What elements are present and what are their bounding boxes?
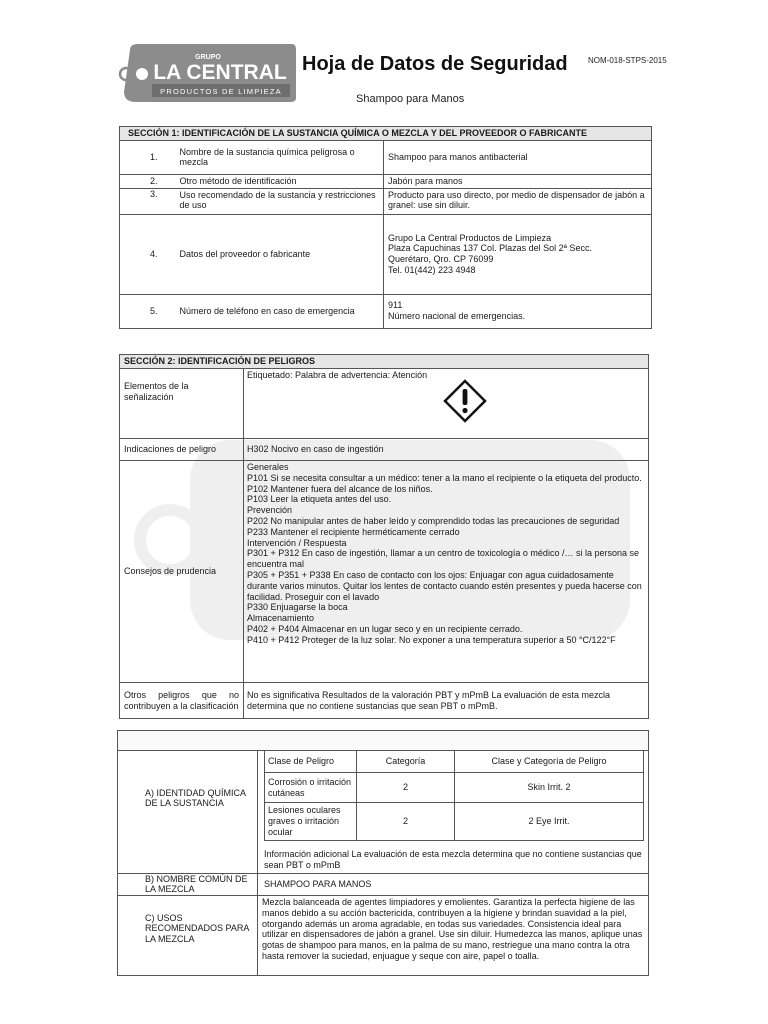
advice-line: P101 Si se necesita consultar a un médico: tener a la mano el recipiente o la etiqueta del producto. <box>247 472 642 483</box>
section3-heading-bar <box>118 731 648 751</box>
product-subtitle: Shampoo para Manos <box>356 93 465 105</box>
supplier-line: Grupo La Central Productos de Limpieza <box>388 232 552 243</box>
advice-line: P330 Enjuagarse la boca <box>247 602 348 613</box>
table-cell: Skin Irrit. 2 <box>455 773 644 803</box>
row-value: Jabón para manos <box>384 174 652 188</box>
row-label: Número de teléfono en caso de emergencia <box>174 294 384 328</box>
supplier-line: Tel. 01(442) 223 4948 <box>388 264 476 275</box>
row-number: 4. <box>120 214 174 294</box>
advice-line: Intervención / Respuesta <box>247 537 347 548</box>
table-cell: 2 Eye Irrit. <box>455 803 644 841</box>
section1-table <box>119 126 652 329</box>
advice-list <box>244 461 649 683</box>
section1-heading: SECCIÓN 1: IDENTIFICACIÓN DE LA SUSTANCIA QUÍMICA O MEZCLA Y DEL PROVEEDOR O FABRICANTE <box>120 127 652 141</box>
emergency-line: 911 <box>388 300 403 311</box>
row-label: Nombre de la sustancia química peligrosa o mezcla <box>174 140 384 174</box>
norm-code: NOM-018-STPS-2015 <box>588 56 667 65</box>
row-number: 5. <box>120 294 174 328</box>
table-cell: Corrosión o irritación cutáneas <box>265 773 357 803</box>
section3-column-divider <box>257 750 258 976</box>
other-hazards-label: Otros peligros que no contribuyen a la clasificación <box>120 683 244 719</box>
row-number: 3. <box>120 188 174 214</box>
logo-grupo: GRUPO <box>195 54 221 61</box>
advice-line: P301 + P312 En caso de ingestión, llamar a un centro de toxicología o médico /… si la persona se encuentra mal <box>247 548 639 570</box>
supplier-line: Querétaro, Qro. CP 76099 <box>388 254 494 265</box>
common-name-value: SHAMPOO PARA MANOS <box>264 879 372 889</box>
table-cell: Lesiones oculares graves o irritación ocular <box>265 803 357 841</box>
table-cell: 2 <box>357 773 455 803</box>
advice-line: P103 Leer la etiqueta antes del uso. <box>247 494 392 505</box>
row-number: 2. <box>120 174 174 188</box>
exclamation-mark-diamond-icon <box>443 379 487 423</box>
table-header: Clase de Peligro <box>265 751 357 773</box>
logo-name: LA CENTRAL <box>153 61 287 84</box>
row-label: Datos del proveedor o fabricante <box>174 214 384 294</box>
advice-line: P402 + P404 Almacenar en un lugar seco y en un recipiente cerrado. <box>247 623 523 634</box>
supplier-details <box>384 214 652 294</box>
identity-label: A) IDENTIDAD QUÍMICA DE LA SUSTANCIA <box>145 788 246 809</box>
recommended-uses-value: Mezcla balanceada de agentes limpiadores y emolientes. Garantiza la perfecta higiene de las manos debido a su acción bactericida, contribuyen a la higiene y brindan suavidad a la piel, otorgando además un aroma agradable, en todas sus variedades. Consistencia ideal para utilizar en dispensadores de jabón a granel. Use sin diluir. Humedezca las manos, aplique unas gotas de shampoo para manos, en la palma de su mano, restriegue una mano contra la otra hasta remover la suciedad, enjuague y seque con aire, papel o toalla. <box>262 897 643 961</box>
advice-line: P305 + P351 + P338 En caso de contacto con los ojos: Enjuagar con agua cuidadosamente durante varios minutos. Quitar los lentes de contacto cuando estén presentes y pueda hacerse con facilidad. Proseguir con el lavado <box>247 569 642 602</box>
other-hazards-value: No es significativa Resultados de la valoración PBT y mPmB La evaluación de esta mezcla determina que no contiene sustancias que sean PBT o mPmB. <box>244 683 649 719</box>
logo-tagline: PRODUCTOS DE LIMPIEZA <box>160 87 282 96</box>
supplier-line: Plaza Capuchinas 137 Col. Plazas del Sol 2ª Secc. <box>388 243 592 254</box>
advice-line: P410 + P412 Proteger de la luz solar. No exponer a una temperatura superior a 50 °C/122°F <box>247 634 616 645</box>
row-label: Uso recomendado de la sustancia y restricciones de uso <box>174 188 384 214</box>
advice-line: Generales <box>247 462 289 472</box>
row-value: Producto para uso directo, por medio de dispensador de jabón a granel: use sin diluir. <box>384 188 652 214</box>
hazard-class-table <box>264 750 644 841</box>
emergency-details <box>384 294 652 328</box>
advice-line: Prevención <box>247 505 293 516</box>
hazard-label: Indicaciones de peligro <box>120 439 244 461</box>
signal-value: Etiquetado: Palabra de advertencia: Atención <box>247 370 428 380</box>
additional-info: Información adicional La evaluación de esta mezcla determina que no contiene sustancias que sean PBT o mPmB <box>264 849 642 870</box>
section2-table <box>119 354 649 719</box>
document-title: Hoja de Datos de Seguridad <box>302 53 568 75</box>
advice-line: P233 Mantener el recipiente herméticamente cerrado <box>247 526 460 537</box>
advice-line: P202 No manipular antes de haber leído y comprendido todas las precauciones de seguridad <box>247 515 620 526</box>
row-label: Otro método de identificación <box>174 174 384 188</box>
advice-label: Consejos de prudencia <box>120 461 244 683</box>
table-header: Categoría <box>357 751 455 773</box>
emergency-line: Número nacional de emergencias. <box>388 311 526 322</box>
row-number: 1. <box>120 140 174 174</box>
signal-cell <box>244 369 649 439</box>
table-cell: 2 <box>357 803 455 841</box>
company-logo <box>116 42 298 104</box>
common-name-label: B) NOMBRE COMÚN DE LA MEZCLA <box>145 874 248 895</box>
row-value: Shampoo para manos antibacterial <box>384 140 652 174</box>
advice-line: Almacenamiento <box>247 613 315 624</box>
section2-heading: SECCIÓN 2: IDENTIFICACIÓN DE PELIGROS <box>120 355 649 369</box>
table-header: Clase y Categoría de Peligro <box>455 751 644 773</box>
hazard-value: H302 Nocivo en caso de ingestión <box>244 439 649 461</box>
row-divider <box>117 895 649 896</box>
recommended-uses-label: C) USOS RECOMENDADOS PARA LA MEZCLA <box>145 913 249 944</box>
signal-label: Elementos de la señalización <box>120 369 244 439</box>
advice-line: P102 Mantener fuera del alcance de los niños. <box>247 483 433 494</box>
